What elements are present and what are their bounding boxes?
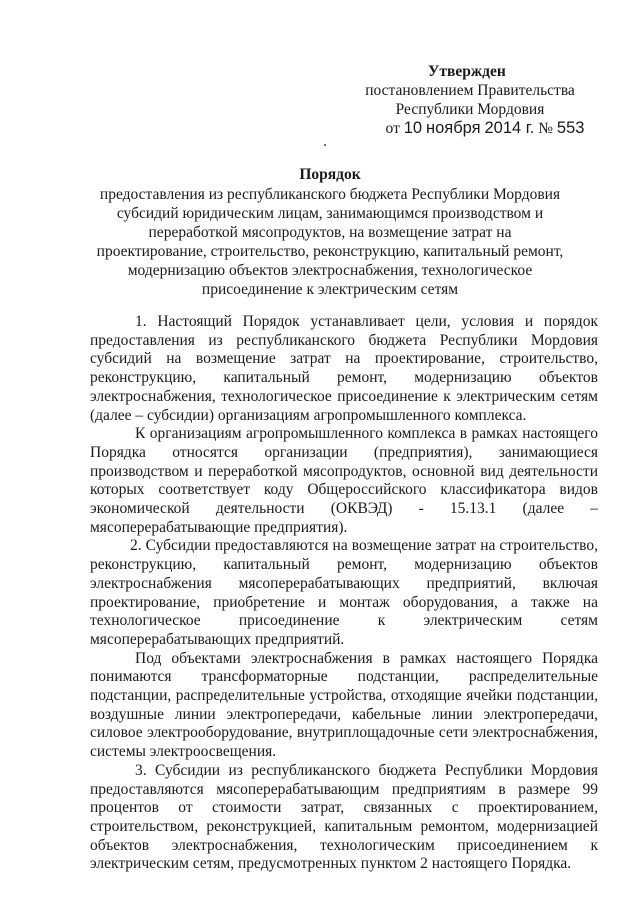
date-month: ноября	[425, 119, 481, 137]
approval-line-2: Республики Мордовия	[395, 101, 545, 118]
approval-date-line	[370, 119, 600, 138]
paragraph-4: Под объектами электроснабжения в рамках настоящего Порядка понимаются трансформаторные подстанции, распределительные подстанции, распределительные устройства, отходящие ячейки подстанции, воздушные линии электропередачи, кабельные линии электропередачи, силовое электрооборудование, внутриплощадочные сети электроснабжения, системы электроосвещения.	[90, 649, 598, 761]
approval-line-1: постановлением Правительства	[365, 82, 575, 99]
date-year: 2014 г.	[484, 119, 535, 137]
number-sign: №	[538, 120, 554, 137]
paragraph-2: К организациям агропромышленного комплекса в рамках настоящего Порядка относятся организации (предприятия), занимающиеся производством и переработкой мясопродуктов, основной вид деятельности которых соответствует коду Общероссийского классификатора видов экономической деятельности (ОКВЭД) - 15.13.1 (далее – мясоперерабатывающие предприятия).	[90, 425, 598, 536]
approved-label: Утвержден	[428, 63, 506, 80]
paragraph-1: 1. Настоящий Порядок устанавливает цели, условия и порядок предоставления из республиканского бюджета Республики Мордовия субсидий на возмещение затрат на проектирование, строительство, реконструкцию, капитальный ремонт, модернизацию объектов электроснабжения, технологическое присоединение к электрическим сетям (далее – субсидии) организациям агропромышленного комплекса.	[90, 313, 598, 424]
scan-speck	[324, 144, 326, 146]
document-body	[90, 313, 598, 874]
date-day: 10	[403, 119, 423, 137]
paragraph-5: 3. Субсидии из республиканского бюджета Республики Мордовия предоставляются мясоперерабатывающим предприятиям в размере 99 процентов от стоимости затрат, связанных с проектированием, строительством, реконструкцией, капитальным ремонтом, модернизацией объектов электроснабжения, технологическим присоединением к электрическим сетям, предусмотренных пунктом 2 настоящего Порядка.	[90, 761, 598, 873]
document-subtitle: предоставления из республиканского бюджета Республики Мордовия субсидий юридическим лицам, занимающимся производством и переработкой мясопродуктов, на возмещение затрат на проектирование, строительство, реконструкцию, капитальный ремонт, модернизацию объектов электроснабжения, технологическое присоединение к электрическим сетям	[96, 186, 564, 298]
date-prefix: от	[385, 120, 400, 137]
approval-stamp	[340, 62, 600, 138]
resolution-number: 553	[556, 119, 585, 137]
paragraph-3: 2. Субсидии предоставляются на возмещение затрат на строительство, реконструкцию, капитальный ремонт, модернизацию объектов электроснабжения мясоперерабатывающих предприятий, включая проектирование, приобретение и монтаж оборудования, а также на технологическое присоединение к электрическим сетям мясоперерабатывающих предприятий.	[90, 537, 598, 648]
document-title: Порядок	[299, 166, 361, 183]
document-heading	[95, 165, 565, 299]
